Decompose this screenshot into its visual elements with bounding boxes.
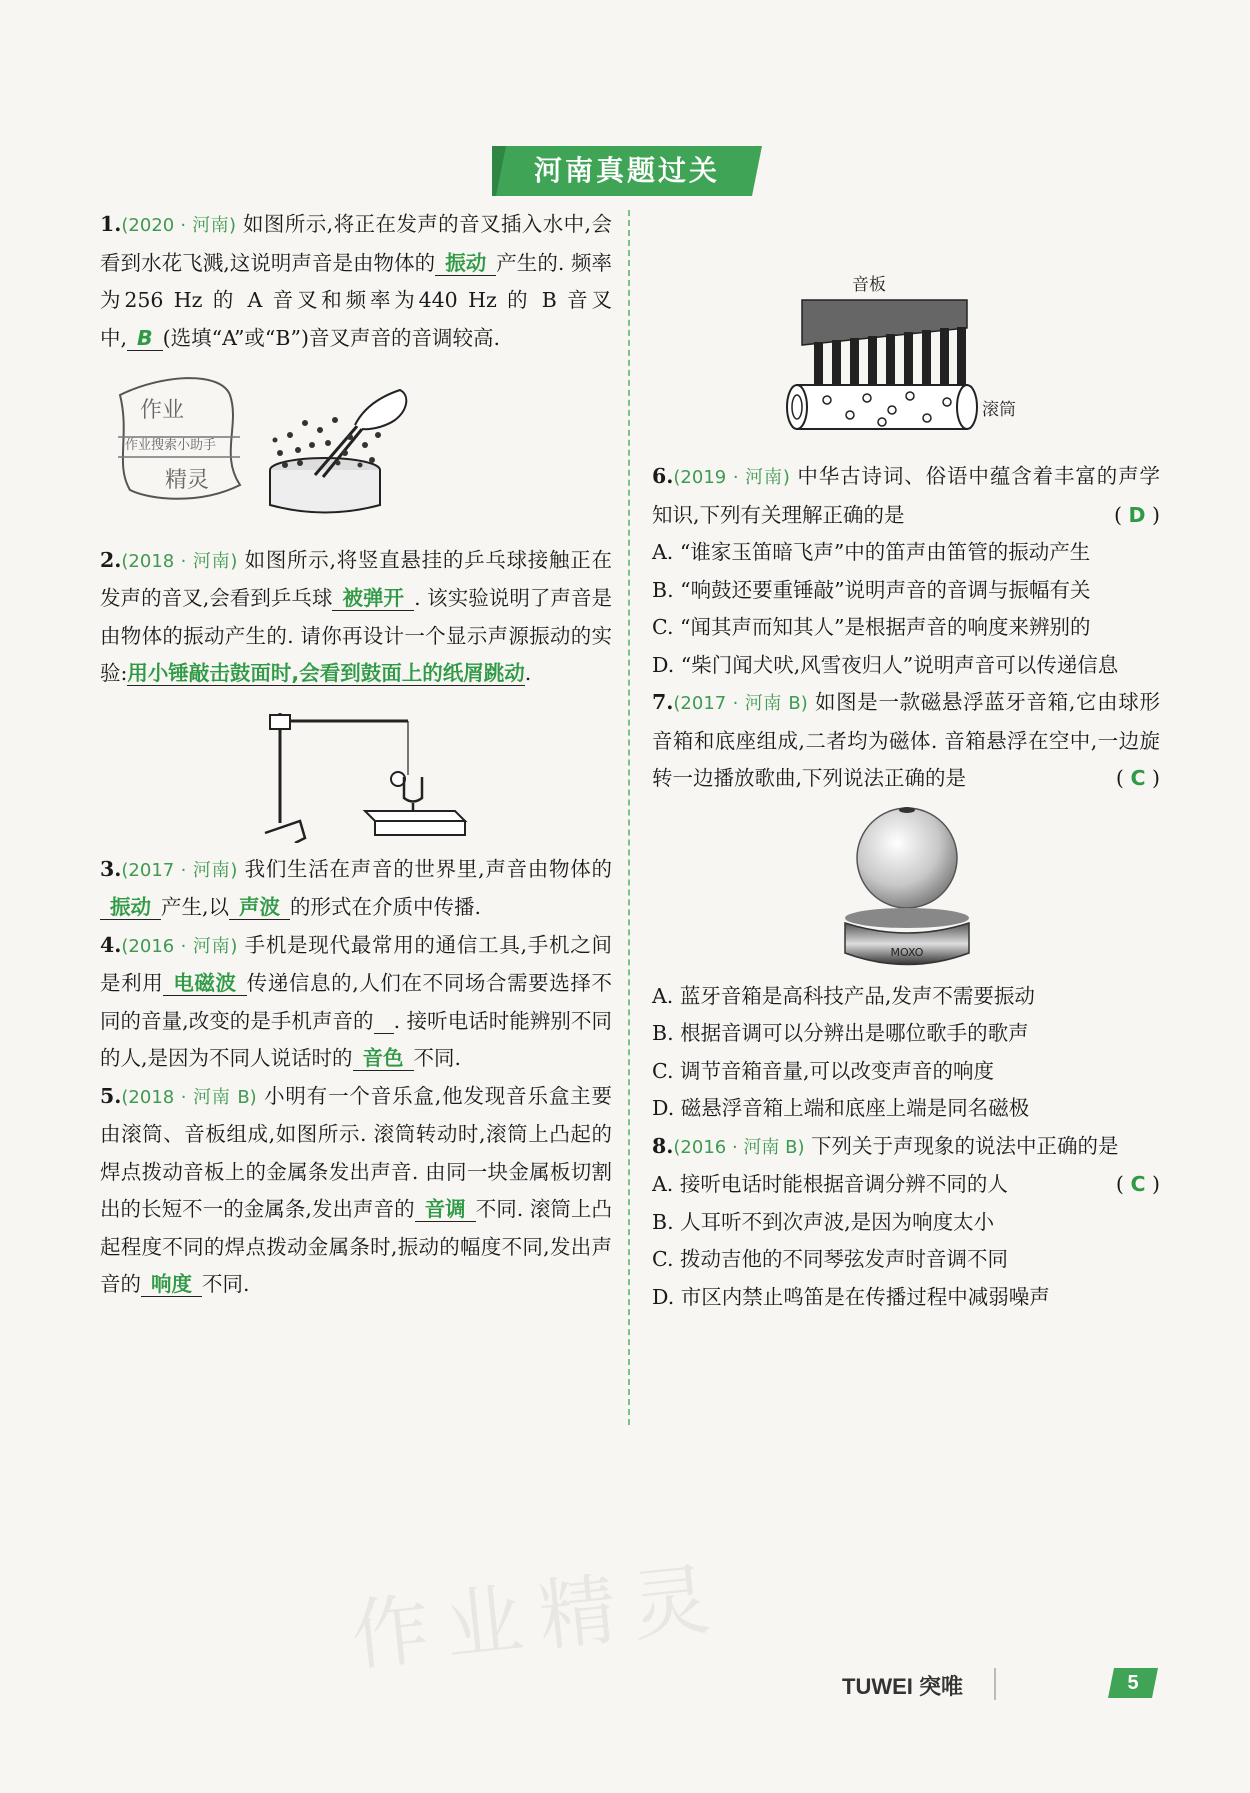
stamp-logo (118, 378, 240, 499)
option: C. 调节音箱音量,可以改变声音的响度 (652, 1058, 995, 1083)
question-number: 8. (652, 1133, 674, 1158)
answer-blank: 振动 (435, 251, 496, 276)
question-stem: 如图是一款磁悬浮蓝牙音箱,它由球形音箱和底座组成,二者均为磁体. 音箱悬浮在空中,一边旋转一边播放歌曲,下列说法正确的是 (652, 690, 1160, 790)
option: C. “闻其声而知其人”是根据声音的响度来辨别的 (652, 615, 1091, 639)
stamp-text-1: 作业 (140, 398, 185, 423)
choice-answer: C (1130, 1172, 1146, 1196)
question-number: 6. (652, 464, 674, 488)
answer-blank: 被弹开 (332, 586, 414, 611)
question-4 (100, 927, 612, 1078)
music-box-figure (652, 270, 1160, 440)
question-stem: 下列关于声现象的说法中正确的是 (811, 1133, 1119, 1158)
label-board: 音板 (852, 275, 886, 295)
question-text: 我们生活在声音的世界里,声音由物体的 (244, 856, 612, 881)
question-source: (2017 · 河南 B) (673, 693, 808, 714)
question-text: 不同. 滚筒上凸起程度不同的焊点拨动金属条时,振动的幅度不同,发出声音的 (100, 1197, 612, 1296)
section-title: 河南真题过关 (533, 154, 720, 187)
question-3 (100, 851, 612, 927)
question-text: 不同. (413, 1046, 462, 1070)
question-source: (2019 · 河南) (673, 467, 790, 488)
option: C. 拨动吉他的不同琴弦发声时音调不同 (652, 1247, 1008, 1271)
left-column (100, 206, 612, 1304)
question-number: 4. (100, 932, 122, 957)
question-number: 2. (100, 547, 122, 572)
answer-blank: 音色 (353, 1046, 414, 1071)
footer-brand: TUWEI 突唯 (842, 1674, 963, 1699)
question-text: 如图所示,将正在发声的音叉插入水中,会看到水花飞溅,这说明声音是由物体的 (100, 212, 612, 275)
footer-separator (994, 1668, 996, 1700)
question-text: 不同. (202, 1272, 250, 1296)
drum-cylinder (787, 385, 977, 429)
option: D. 市区内禁止鸣笛是在传播过程中减弱噪声 (652, 1284, 1050, 1309)
page-number: 5 (1127, 1672, 1139, 1694)
answer-bracket: ( C ) (1115, 766, 1160, 790)
question-source: (2017 · 河南) (121, 859, 238, 881)
question-2 (100, 542, 612, 693)
question-5 (100, 1078, 612, 1304)
answer-blank: B (127, 326, 163, 351)
question-source: (2020 · 河南) (121, 215, 237, 236)
levitating-speaker-figure (652, 798, 1160, 978)
label-drum: 滚筒 (982, 400, 1016, 420)
question-6 (652, 458, 1160, 534)
question-text: 如图所示,将竖直悬挂的乒乓球接触正在发声的音叉,会看到乒乓球 (100, 547, 612, 610)
column-divider (628, 210, 630, 1425)
option: A. 接听电话时能根据音调分辨不同的人 (652, 1172, 1008, 1196)
question-source: (2016 · 河南) (121, 935, 238, 957)
tuning-fork-water-figure (100, 365, 612, 515)
option: B. 人耳听不到次声波,是因为响度太小 (652, 1209, 995, 1234)
choice-answer: D (1128, 502, 1146, 527)
question-source: (2018 · 河南) (121, 550, 238, 572)
stamp-text-3: 精灵 (165, 468, 210, 493)
question-text: 产生的. 频率为256 Hz 的 A 音叉和频率为440 Hz 的 B 音叉中, (100, 250, 612, 350)
answer-bracket: ( D ) (1113, 502, 1160, 527)
option: D. 磁悬浮音箱上端和底座上端是同名磁极 (652, 1096, 1030, 1120)
answer-blank-empty (374, 1009, 394, 1034)
option: A. “谁家玉笛暗飞声”中的笛声由笛管的振动产生 (652, 540, 1091, 564)
question-1 (100, 206, 612, 357)
answer-blank: 振动 (100, 895, 161, 920)
option: B. “响鼓还要重锤敲”说明声音的音调与振幅有关 (652, 577, 1091, 602)
stamp-text-2: 作业搜索小助手 (125, 438, 217, 453)
question-text: 小明有一个音乐盒,他发现音乐盒主要由滚筒、音板组成,如图所示. 滚筒转动时,滚筒上凸起的焊点拨动音板上的金属条发出声音. 由同一块金属板切割出的长短不一的金属条,发出声音的 (100, 1083, 612, 1221)
ping-pong-figure (100, 693, 612, 843)
question-text: . 该实验说明了声音是由物体的振动产生的. 请你再设计一个显示声源振动的实验: (100, 586, 612, 685)
answer-bracket: ( C ) (1115, 1172, 1160, 1196)
speaker-brand: MOXO (890, 945, 924, 959)
question-7 (652, 684, 1160, 798)
answer-blank: 响度 (141, 1272, 202, 1297)
right-column (652, 206, 1160, 1316)
question-number: 7. (652, 690, 674, 714)
question-source: (2016 · 河南 B) (673, 1136, 805, 1158)
answer-blank: 音调 (415, 1197, 476, 1222)
answer-blank: 声波 (229, 895, 290, 920)
answer-blank: 用小锤敲击鼓面时,会看到鼓面上的纸屑跳动 (127, 661, 525, 685)
option: B. 根据音调可以分辨出是哪位歌手的歌声 (652, 1021, 1029, 1045)
answer-blank: 电磁波 (163, 971, 246, 996)
question-text: 产生,以 (161, 895, 230, 919)
question-text: 传递信息的,人们在不同场合需要选择不同的音量,改变的是手机声音的 (100, 971, 613, 1033)
question-text: 的形式在介质中传播. (290, 895, 482, 919)
question-number: 1. (100, 212, 122, 236)
question-number: 3. (100, 856, 122, 881)
option: A. 蓝牙音箱是高科技产品,发声不需要振动 (652, 983, 1035, 1008)
option: D. “柴门闻犬吠,风雪夜归人”说明声音可以传递信息 (652, 652, 1119, 677)
question-text: . 接听电话时能辨别不同的人,是因为不同人说话时的 (100, 1008, 612, 1070)
question-text: 手机是现代最常用的通信工具,手机之间是利用 (100, 932, 612, 995)
choice-answer: C (1130, 766, 1146, 790)
watermark: 作业精灵 (347, 1553, 731, 1683)
question-source: (2018 · 河南 B) (121, 1086, 257, 1108)
question-text: . (524, 661, 532, 685)
question-text: (选填“A”或“B”)音叉声音的音调较高. (162, 325, 500, 350)
speaker-ball (857, 808, 957, 908)
question-stem: 中华古诗词、俗语中蕴含着丰富的声学知识,下列有关理解正确的是 (652, 464, 1160, 527)
question-number: 5. (100, 1083, 122, 1108)
